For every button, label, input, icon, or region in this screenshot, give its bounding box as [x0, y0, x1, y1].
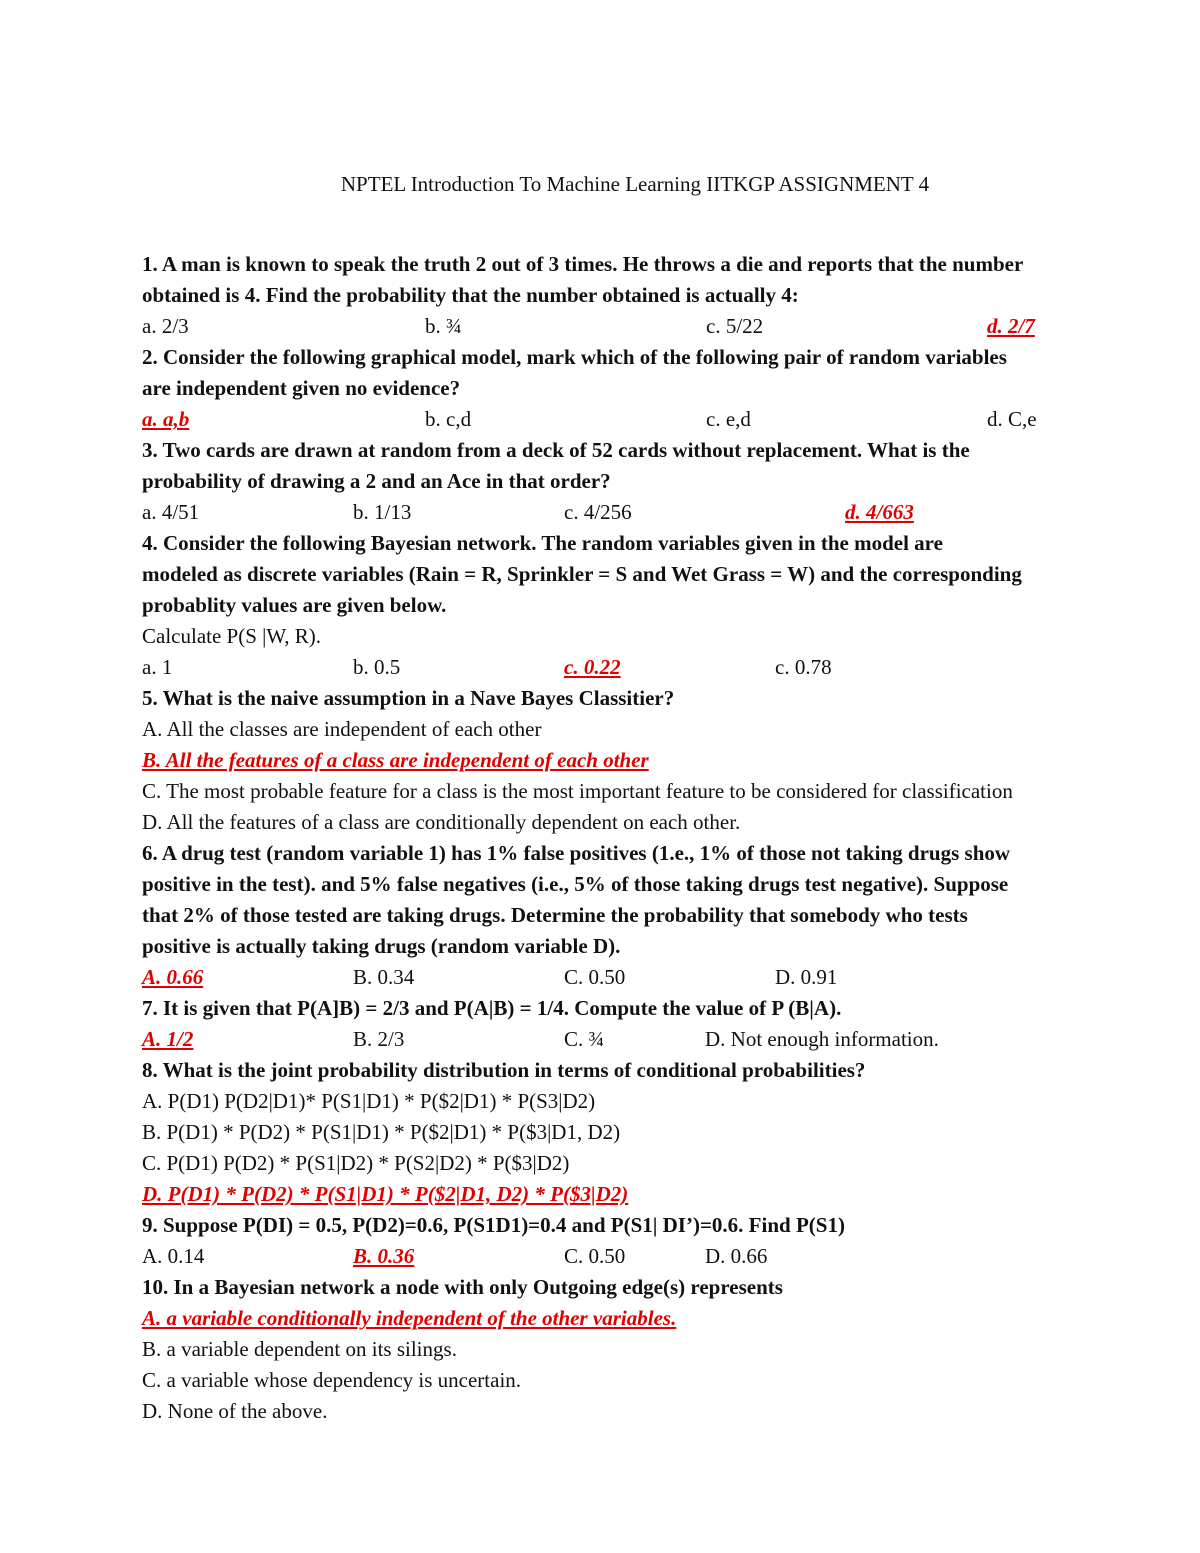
question-text: 7. It is given that P(A]B) = 2/3 and P(A|B) = 1/4. Compute the value of P (B|A).: [142, 996, 842, 1020]
option[interactable]: B. 2/3: [353, 1027, 405, 1051]
question-text: 3. Two cards are drawn at random from a deck of 52 cards without replacement. What is the: [142, 438, 970, 462]
correct-answer-option[interactable]: A. 0.66: [142, 965, 204, 989]
question-text: 4. Consider the following Bayesian network. The random variables given in the model are: [142, 531, 943, 555]
option[interactable]: D. 0.91: [775, 965, 838, 989]
question-list: [142, 249, 1142, 1427]
option[interactable]: b. c,d: [425, 407, 472, 431]
option[interactable]: d. C,e: [987, 407, 1037, 431]
option[interactable]: a. 2/3: [142, 314, 189, 338]
option[interactable]: b. 0.5: [353, 655, 401, 679]
option[interactable]: C. 0.50: [564, 965, 626, 989]
correct-answer-option[interactable]: B. 0.36: [353, 1244, 415, 1268]
option[interactable]: D. All the features of a class are conditionally dependent on each other.: [142, 810, 741, 834]
question-text: 1. A man is known to speak the truth 2 out of 3 times. He throws a die and reports that the number: [142, 252, 1024, 276]
question-text: modeled as discrete variables (Rain = R, Sprinkler = S and Wet Grass = W) and the corresponding: [142, 562, 1022, 586]
options-row: [142, 652, 1142, 683]
correct-answer-option[interactable]: d. 2/7: [987, 314, 1035, 338]
question-text: probability of drawing a 2 and an Ace in that order?: [142, 469, 611, 493]
option[interactable]: c. e,d: [706, 407, 751, 431]
correct-answer-option[interactable]: B. All the features of a class are independent of each other: [142, 748, 649, 772]
question-8: [142, 1055, 1142, 1210]
question-text: are independent given no evidence?: [142, 376, 461, 400]
options-row: [142, 497, 1142, 528]
correct-answer-option[interactable]: A. a variable conditionally independent of the other variables.: [142, 1306, 677, 1330]
question-text: 10. In a Bayesian network a node with only Outgoing edge(s) represents: [142, 1275, 783, 1299]
option[interactable]: a. 4/51: [142, 500, 200, 524]
question-text: that 2% of those tested are taking drugs. Determine the probability that somebody who tests: [142, 903, 968, 927]
question-text: 9. Suppose P(DI) = 0.5, P(D2)=0.6, P(S1D1)=0.4 and P(S1| DI’)=0.6. Find P(S1): [142, 1213, 845, 1237]
option[interactable]: B. a variable dependent on its silings.: [142, 1337, 457, 1361]
option[interactable]: A. All the classes are independent of each other: [142, 717, 542, 741]
option[interactable]: A. P(D1) P(D2|D1)* P(S1|D1) * P($2|D1) * P(S3|D2): [142, 1089, 596, 1113]
question-text: 5. What is the naive assumption in a Nave Bayes Classitier?: [142, 686, 675, 710]
option[interactable]: D. Not enough information.: [705, 1027, 939, 1051]
question-text: obtained is 4. Find the probability that the number obtained is actually 4:: [142, 283, 799, 307]
option[interactable]: c. 0.78: [775, 655, 832, 679]
question-10: [142, 1272, 1142, 1427]
option[interactable]: B. 0.34: [353, 965, 415, 989]
options-row: [142, 1241, 1142, 1272]
question-7: [142, 993, 1142, 1055]
question-text: probablity values are given below.: [142, 593, 447, 617]
question-3: [142, 435, 1142, 528]
option[interactable]: D. 0.66: [705, 1244, 768, 1268]
option[interactable]: C. P(D1) P(D2) * P(S1|D2) * P(S2|D2) * P($3|D2): [142, 1151, 570, 1175]
option[interactable]: B. P(D1) * P(D2) * P(S1|D1) * P($2|D1) * P($3|D1, D2): [142, 1120, 621, 1144]
question-text: 8. What is the joint probability distribution in terms of conditional probabilities?: [142, 1058, 866, 1082]
question-text: positive in the test). and 5% false negatives (i.e., 5% of those taking drugs test negative). Suppose: [142, 872, 1009, 896]
question-text: 6. A drug test (random variable 1) has 1% false positives (1.e., 1% of those not taking drugs show: [142, 841, 1011, 865]
correct-answer-option[interactable]: c. 0.22: [564, 655, 621, 679]
question-text: 2. Consider the following graphical model, mark which of the following pair of random variables: [142, 345, 1007, 369]
option[interactable]: b. 1/13: [353, 500, 412, 524]
option[interactable]: C. The most probable feature for a class is the most important feature to be considered for classification: [142, 779, 1013, 803]
document-title: NPTEL Introduction To Machine Learning IITKGP ASSIGNMENT 4: [340, 172, 930, 196]
question-text: positive is actually taking drugs (random variable D).: [142, 934, 621, 958]
option[interactable]: C. 0.50: [564, 1244, 626, 1268]
option[interactable]: C. ¾: [564, 1027, 605, 1051]
option[interactable]: D. None of the above.: [142, 1399, 328, 1423]
correct-answer-option[interactable]: d. 4/663: [845, 500, 914, 524]
correct-answer-option[interactable]: D. P(D1) * P(D2) * P(S1|D1) * P($2|D1, D2) * P($3|D2): [142, 1182, 629, 1206]
option[interactable]: a. 1: [142, 655, 173, 679]
option[interactable]: b. ¾: [425, 314, 462, 338]
option[interactable]: c. 5/22: [706, 314, 764, 338]
question-1: [142, 249, 1142, 342]
correct-answer-option[interactable]: a. a,b: [142, 407, 190, 431]
question-6: [142, 838, 1142, 993]
question-9: [142, 1210, 1142, 1272]
question-4: [142, 528, 1142, 683]
option[interactable]: c. 4/256: [564, 500, 632, 524]
options-row: [142, 1024, 1142, 1055]
option[interactable]: A. 0.14: [142, 1244, 205, 1268]
option[interactable]: C. a variable whose dependency is uncertain.: [142, 1368, 522, 1392]
options-row: [142, 311, 1142, 342]
question-5: [142, 683, 1142, 838]
options-row: [142, 962, 1142, 993]
question-subtext: Calculate P(S |W, R).: [142, 624, 321, 648]
correct-answer-option[interactable]: A. 1/2: [142, 1027, 194, 1051]
question-2: [142, 342, 1142, 435]
options-row: [142, 404, 1142, 435]
